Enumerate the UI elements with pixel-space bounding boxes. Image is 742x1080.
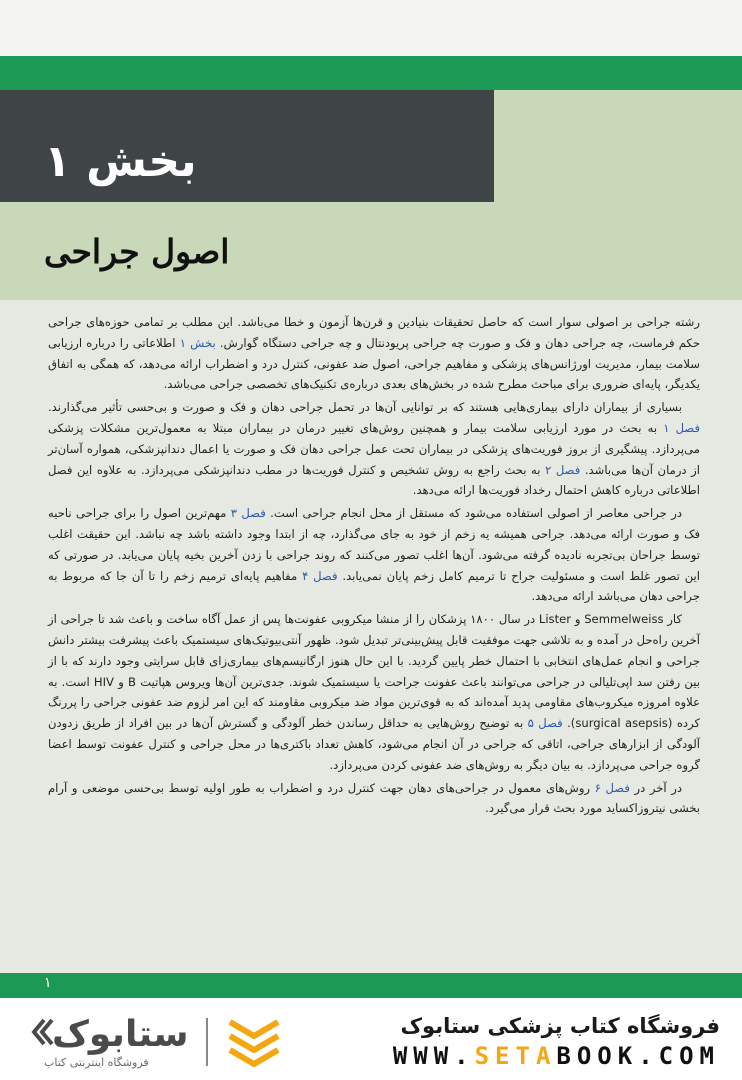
chapter-link-5[interactable]: فصل ۵ <box>527 716 563 731</box>
footer-green-band <box>0 973 742 998</box>
text-run: اطلاعاتی را درباره ارزیابی سلامت بیمار، مدیریت اورژانس‌های پزشکی و مفاهیم جراحی، اصول ضد عفونی، کنترل درد و اضطراب ارائه می‌دهد، که همگی به اتفاق یکدیگر، پایه‌ای ضروری برای مباحث مطرح شده در بخش‌های بعدی درباره‌ی تکنیک‌های تخصصی جراحی می‌باشد. <box>48 335 700 392</box>
text-run: به بحث در مورد ارزیابی سلامت بیمار و همچنین روش‌های تغییر درمان در بیماران مبتلا به معمول‌ترین مشکلات پزشکی می‌پردازد. پیشگیری از بروز فوریت‌های پزشکی در بیماران تحت عمل جراحی دهان فک و صورت یا اعمال دندانپزشکی، همواره آسان‌تر از درمان آن‌ها می‌باشد. <box>48 420 700 477</box>
chapter-link-3[interactable]: فصل ۳ <box>230 506 266 521</box>
logo-wordmark: ستابوک <box>52 1014 189 1055</box>
url-suffix: BOOK.COM <box>556 1042 720 1070</box>
store-footer <box>0 998 742 1080</box>
section-header-bar <box>0 90 494 202</box>
logo-divider <box>206 1018 208 1066</box>
text-run: مهم‌ترین اصول را برای جراحی ناحیه فک و صورت ارائه می‌دهد. جراحی همیشه یه زخم از خود به جای می‌گذارد، چه از ابتدا وجود داشته باشد چه نباشد. این حقیقت اغلب توسط جراحان بی‌تجربه نادیده گرفته می‌شود. آن‌ها اغلب تصور می‌کنند که روند جراحی با زدن آخرین بخیه پایان می‌یابد. در صورتی که این تصور غلط است و مسئولیت جراح تا ترمیم کامل زخم پایان نمی‌یابد. <box>48 506 700 583</box>
header-green-band <box>0 56 742 90</box>
text-run: روش‌های معمول در جراحی‌های دهان جهت کنترل درد و اضطراب به طور اولیه توسط بی‌حسی موضعی و آرام بخشی نیتروزاکساید مورد بحث قرار می‌گیرد. <box>48 780 700 816</box>
chapter-link-4[interactable]: فصل ۴ <box>302 568 338 583</box>
section-title: بخش ۱ <box>44 135 197 187</box>
body-text <box>48 312 700 821</box>
text-run: مفاهیم پایه‌ای ترمیم زخم را تا آن جا که مربوط به جراحی دهان می‌باشد ارائه می‌دهد. <box>48 568 700 604</box>
text-run: در جراحی معاصر از اصولی استفاده می‌شود که مستقل از محل انجام جراحی است. <box>270 506 682 521</box>
store-url[interactable] <box>393 1042 720 1070</box>
store-name: فروشگاه کتاب پزشکی ستابوک <box>400 1014 720 1038</box>
paragraph <box>48 503 700 607</box>
text-run: به توضیح روش‌هایی به حداقل رساندن خطر آلودگی و گسترش آن‌ها در بین افراد از طریق زدودن آلودگی از ابزارهای جراحی، اتاقی که جراحی در آن انجام می‌شود، کاهش تعداد باکتری‌ها در محل جراحی و کنترل عفونت توسط اعضا گروه جراحی می‌پردازد. به بیان دیگر به روش‌های ضد عفونی کردن می‌پردازد. <box>48 716 700 772</box>
chapter-title: اصول جراحی <box>44 232 230 271</box>
text-run: کار Semmelweiss و Lister در سال ۱۸۰۰ پزشکان را از منشا میکروبی عفونت‌ها پس از عمل آگاه ساخت و باعث شد تا جراحی از آخرین راه‌حل در آمده و به تلاشی جهت موفقیت قابل پیش‌بینی‌تر تبدیل شود. ظهور آنتی‌بیوتیک‌های سیستمیک باعث پیشرفت بیشتر دانش جراحی و انجام عمل‌های انتخابی با احتمال خطر پایین گردید. با این حال هنوز ارگانیسم‌های بیماری‌زای قابل سرایتی وجود دارند که با از بین رفتن سد اپی‌تلیالی در جراحی می‌توانند باعث عفونت جراحت یا سیستمیک شوند. جدی‌ترین آن‌ها ویروس هپاتیت B و HIV است. به علاوه امروزه میکروب‌های مقاومی پدید آمده‌اند که به قوی‌ترین مواد ضد میکروبی مقاومند که این امر لزوم ضد عفونی جراحی را پررنگ کرده (surgical asepsis). <box>48 612 700 731</box>
chapter-link-1[interactable]: فصل ۱ <box>663 420 701 435</box>
double-chevron-icon <box>30 1012 54 1052</box>
chapter-link-6[interactable]: فصل ۶ <box>594 780 630 795</box>
page-number: ۱ <box>44 975 52 991</box>
logo-subtitle: فروشگاه اینترنتی کتاب <box>44 1056 149 1069</box>
paragraph <box>48 397 700 501</box>
url-prefix: WWW. <box>392 1042 475 1070</box>
page-top-margin <box>0 0 742 56</box>
url-accent: SETA <box>474 1042 557 1070</box>
section-link[interactable]: بخش ۱ <box>179 335 216 350</box>
text-run: به بحث راجع به روش تشخیص و کنترل فوریت‌ها در مطب دندانپزشکی می‌پردازد. به علاوه این فصل اطلاعاتی درباره کاهش احتمال رخداد فوریت‌ها ارائه می‌دهد. <box>48 462 700 498</box>
text-run: بسیاری از بیماران دارای بیماری‌هایی هستند که بر توانایی آن‌ها در تحمل جراحی دهان و فک و صورت و بی‌حسی تأثیر می‌گذارند. <box>48 400 682 415</box>
stacked-chevrons-icon <box>226 1016 282 1068</box>
chapter-link-2[interactable]: فصل ۲ <box>545 462 581 477</box>
paragraph <box>48 609 700 775</box>
paragraph <box>48 312 700 395</box>
paragraph <box>48 778 700 820</box>
text-run: در آخر در <box>634 780 682 795</box>
text-run: رشته جراحی بر اصولی سوار است که حاصل تحقیقات بنیادین و قرن‌ها آزمون و خطا می‌باشد. این مطلب بر تمامی حوزه‌های جراحی حکم فرماست، چه جراحی دهان و فک و صورت چه جراحی پریودنتال و چه جراحی دستگاه گوارش. <box>48 315 701 350</box>
store-logo[interactable] <box>30 1012 290 1070</box>
